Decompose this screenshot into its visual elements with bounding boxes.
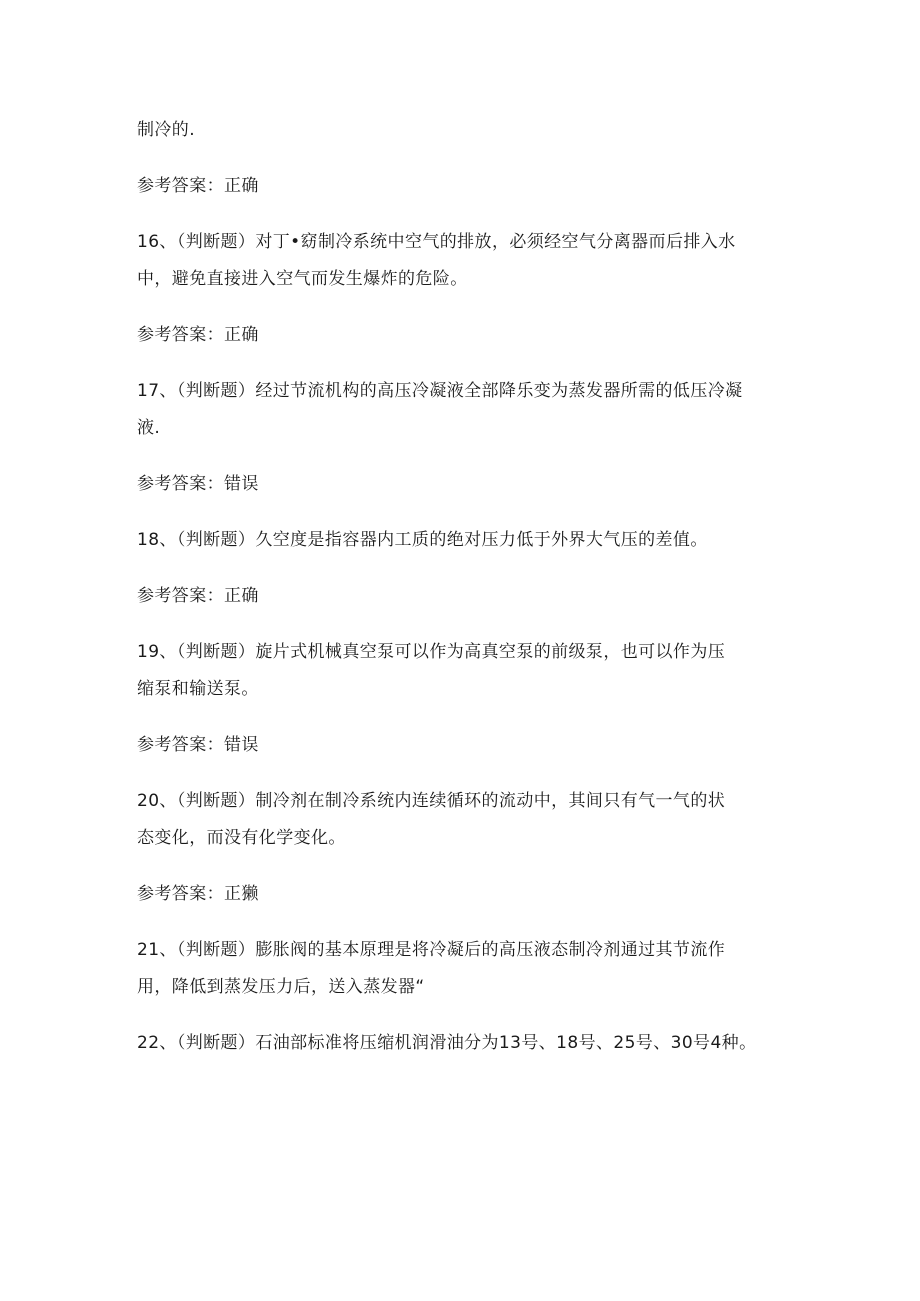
question-17-line-2: 液. [137,418,161,438]
answer-20: 参考答案：正獭 [137,884,259,904]
answer-19: 参考答案：错误 [137,735,259,755]
question-20-line-2: 态变化，而没有化学变化。 [137,828,346,848]
question-18-line-1: 18、（判断题）久空度是指容器内工质的绝对压力低于外界大气压的差值。 [137,530,708,550]
question-21-line-2: 用，降低到蒸发压力后，送入蒸发器“ [137,977,425,997]
answer-18: 参考答案：正确 [137,586,259,606]
answer-16: 参考答案：正确 [137,325,259,345]
question-16-line-2: 中，避免直接进入空气而发生爆炸的危险。 [137,269,468,289]
answer-15: 参考答案：正确 [137,176,259,196]
question-16-line-1: 16、（判断题）对丁•窈制冷系统中空气的排放，必须经空气分离器而后排入水 [137,232,736,252]
question-17-line-1: 17、（判断题）经过节流机构的高压冷凝液全部降乐变为蒸发器所需的低压冷凝 [137,381,743,401]
document-page [137,112,787,1062]
question-21-line-1: 21、（判断题）膨胀阀的基本原理是将冷凝后的高压液态制冷剂通过其节流作 [137,940,726,960]
question-19-line-2: 缩泵和输送泵。 [137,679,259,699]
question-22-line-1: 22、（判断题）石油部标准将压缩机润滑油分为13号、18号、25号、30号4种。 [137,1033,757,1053]
question-19-line-1: 19、（判断题）旋片式机械真空泵可以作为高真空泵的前级泵，也可以作为压 [137,642,726,662]
answer-17: 参考答案：错误 [137,474,259,494]
lead-text: 制冷的. [137,120,196,140]
question-20-line-1: 20、（判断题）制冷剂在制冷系统内连续循环的流动中，其间只有气一气的状 [137,791,726,811]
